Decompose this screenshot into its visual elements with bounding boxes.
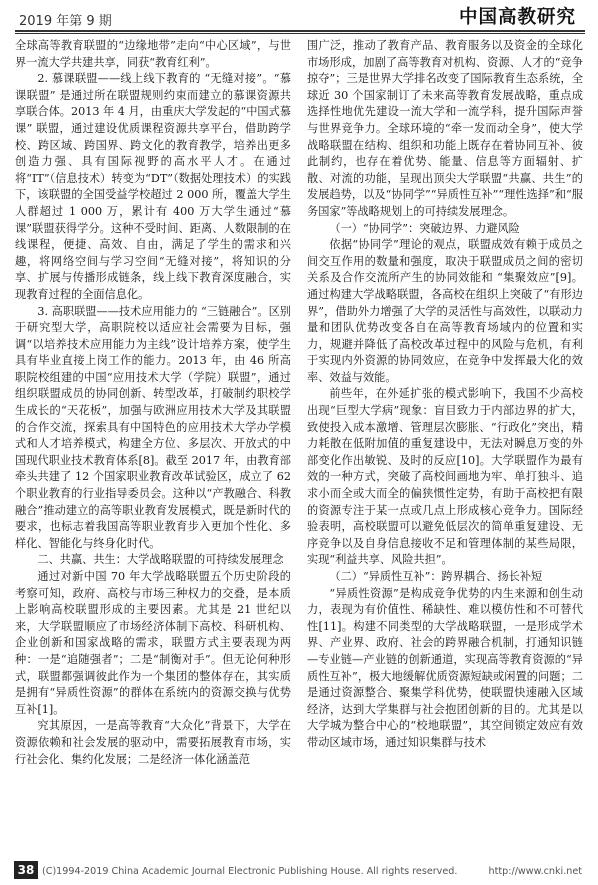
page-number: 38 [14,861,38,879]
journal-title: 中国高教研究 [458,7,576,28]
paragraph: 依据“协同学”理论的观点，联盟成效有赖于成员之间交互作用的数量和强度，取决于联盟成员之间的密切关系及合作交流所产生的协同效能和 “集聚效应”[9]。通过构建大学战略联盟，各高校在组织上突破了“有形边界”，借助外力增强了大学的灵活性与高效性，以联动力量和团队优势改变各自在高等教育场域内的位置和实力，规避并降低了高校改革过程中的风险与危机，有利于实现内外资源的协同效应，在竞争中发挥最大化的效率、效益与效能。 [307,238,583,384]
paragraph: 前些年，在外延扩张的模式影响下，我国不少高校出现“巨型大学病”现象：盲目致力于内部边界的扩大，致使投入成本激增、管理层次膨胀、“行政化”突出，精力耗散在低附加值的重复建设中，无法对瞬息万变的外部变化作出敏锐、及时的反应[10]。大学联盟作为最有效的一种方式，突破了高校间画地为牢、单打独斗、追求小而全或大而全的偏狭惯性定势，有助于高校把有限的资源专注于某一点或几点上形成核心竞争力。国际经验表明，高校联盟可以避免低层次的简单重复建设、无序竞争以及自身信息接收不足和管理体制的某些局限，实现“利益共享、风险共担”。 [307,387,583,567]
header-rule-thin [15,33,585,34]
paragraph: 究其原因，一是高等教育“大众化”背景下，大学在资源依赖和社会发展的驱动中，需要拓展教育市场，实行社会化、集约化发展；二是经济一体化涵盖范 [15,719,291,766]
header-rule-thick [15,30,585,32]
source-url: http://www.cnki.net [488,866,582,877]
paragraph: 2. 慕课联盟——线上线下教育的 “无缝对接”。“慕课联盟” 是通过所在联盟规则约束而建立的慕课资源共享联合体。2013 年 4 月，由重庆大学发起的“中国式慕课” 联盟，通过建设优质课程资源共享平台，借助跨学校、跨区域、跨国界、跨文化的教育教学，培养出更多创造力强、具有国际视野的高水平人才。在通过将“IT”（信息技术）转变为“DT”（数据处理技术）的实践下，该联盟的全国受益学校超过 2 000 所，覆盖大学生人群超过 1 000 万，累计有 400 万大学生通过“慕课”联盟获得学分。这种不受时间、距离、人数限制的在线课程，便捷、高效、自由，满足了学生的需求和兴趣，将网络空间与学习空间“无缝对接”，将知识的分享、扩展与传播形成链条，线上线下教育深度融合，实现教育过程的全面信息化。 [15,72,291,301]
subsection-heading: （二）“异质性互补”：跨界耦合、扬长补短 [329,570,543,583]
paragraph: 围广泛，推动了教育产品、教育服务以及资金的全球化市场形成，加剧了高等教育对机构、资源、人才的“竞争掠夺”；三是世界大学排名改变了国际教育生态系统，全球近 30 个国家制订了未来高等教育发展战略，重点成选择性地优先建设一流大学和一流学科，提升国际声誉与世界竞争力。全球环境的“牵一发而动全身”，使大学战略联盟在结构、组织和功能上既存在着协同互补、彼此制约，也存在着优势、能量、信息等方面辐射、扩散、对流的功能，呈现出顶尖大学联盟“共赢、共生”的发展趋势，以及“协同学”“异质性互补”“理性选择”和“服务国家”等战略规划上的可持续发展理念。 [307,39,583,218]
copyright-notice: (C)1994-2019 China Academic Journal Electronic Publishing House. All rights reserved. [42,866,458,877]
paragraph: 3. 高职联盟——技术应用能力的 “三链融合”。区别于研究型大学，高职院校以适应社会需要为目标，强调“以培养技术应用能力为主线”设计培养方案，使学生具有毕业直接上岗工作的能力。2013 年，由 46 所高职院校组建的中国“应用技术大学（学院）联盟”，通过组织联盟成员的协同创新、转型改革，打破制约职校学生成长的“天花板”，加强与欧洲应用技术大学及其联盟的合作交流，探索具有中国特色的应用技术大学办学模式和人才培养模式，构建全方位、多层次、开放式的中国现代职业技术教育体系[8]。截至 2017 年，由教育部牵头共建了 12 个国家职业教育改革试验区，成立了 62 个职业教育的行业指导委员会。这种以“产教融合、科教融合”推动建立的高等职业教育发展模式，既是新时代的要求，也标志着我国高等职业教育步入更加个性化、多样化、智能化与终身化时代。 [15,304,291,550]
paragraph: “异质性资源”是构成竞争优势的内生来源和创生动力，表现为有价值性、稀缺性、难以模仿性和不可替代性[11]。构建不同类型的大学战略联盟，一是形成学术界、产业界、政府、社会的跨界融合机制，打通知识链—专业链—产业链的创新通道，实现高等教育资源的“异质性互补”，极大地缓解优质资源短缺或闲置的问题；二是通过资源整合、聚集学科优势，使联盟快速融入区域经济，达到大学集群与社会抱团创新的目的。尤其是以大学城为整合中心的“校地联盟”，其空间锁定效应有效带动区域市场，通过知识集群与技术 [307,586,583,749]
subsection-heading: （一）“协同学”：突破边界、力避风险 [329,221,520,235]
paragraph: 通过对新中国 70 年大学战略联盟五个历史阶段的考察可知，政府、高校与市场三种权力的交叠，是本质上影响高校联盟形成的主要因素。尤其是 21 世纪以来，大学联盟顺应了市场经济体制下高校、科研机构、企业创新和国家战略的需求，联盟方式主要表现为两种：一是“追随强者”；二是“制衡对手”。但无论何种形式，联盟都强调彼此作为一个集团的整体存在，其实质是拥有“异质性资源”的群体在系统内的资源交换与优势互补[1]。 [15,570,291,716]
right-column [307,38,583,838]
issue-label: 2019 年第 9 期 [19,14,112,29]
paragraph: 全球高等教育联盟的“边缘地带”走向“中心区域”，与世界一流大学共建共享，同获“教育红利”。 [15,39,291,69]
left-column [15,38,291,838]
page-header [0,0,598,34]
section-heading: 二、共赢、共生：大学战略联盟的可持续发展理念 [37,553,284,567]
